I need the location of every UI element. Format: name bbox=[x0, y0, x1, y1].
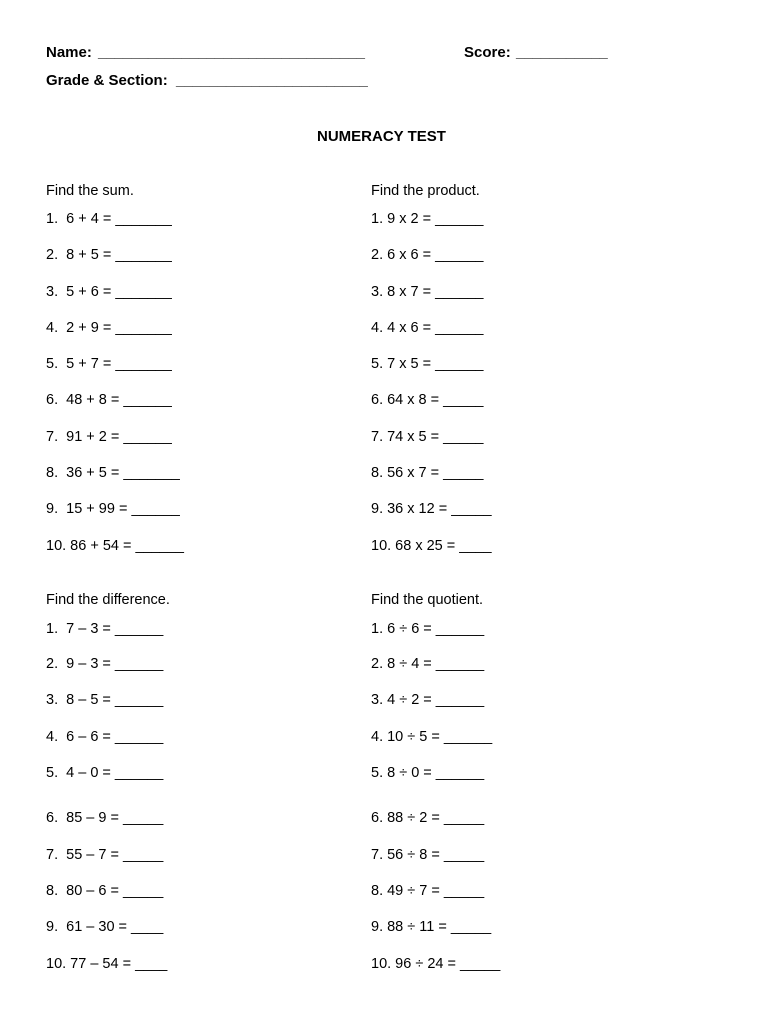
product-item-3[interactable]: 3. 8 x 7 = ______ bbox=[371, 284, 484, 300]
quotient-item-8[interactable]: 8. 49 ÷ 7 = _____ bbox=[371, 883, 485, 899]
difference-item-8[interactable]: 8. 80 – 6 = _____ bbox=[46, 883, 164, 899]
quotient-item-1[interactable]: 1. 6 ÷ 6 = ______ bbox=[371, 621, 485, 637]
product-item-8[interactable]: 8. 56 x 7 = _____ bbox=[371, 465, 484, 481]
product-item-2[interactable]: 2. 6 x 6 = ______ bbox=[371, 247, 484, 263]
score-label: Score: bbox=[464, 44, 511, 61]
sum-item-4[interactable]: 4. 2 + 9 = _______ bbox=[46, 320, 172, 336]
grade-section-field[interactable]: _______________________ bbox=[176, 72, 368, 89]
difference-item-5[interactable]: 5. 4 – 0 = ______ bbox=[46, 765, 164, 781]
quotient-item-4[interactable]: 4. 10 ÷ 5 = ______ bbox=[371, 729, 493, 745]
name-label: Name: bbox=[46, 44, 92, 61]
sum-item-6[interactable]: 6. 48 + 8 = ______ bbox=[46, 392, 172, 408]
product-item-1[interactable]: 1. 9 x 2 = ______ bbox=[371, 211, 484, 227]
sum-item-8[interactable]: 8. 36 + 5 = _______ bbox=[46, 465, 180, 481]
sum-item-3[interactable]: 3. 5 + 6 = _______ bbox=[46, 284, 172, 300]
quotient-heading: Find the quotient. bbox=[371, 592, 484, 608]
page-title: NUMERACY TEST bbox=[317, 128, 446, 145]
difference-item-1[interactable]: 1. 7 – 3 = ______ bbox=[46, 621, 164, 637]
name-field[interactable]: ________________________________ bbox=[98, 44, 365, 61]
difference-item-6[interactable]: 6. 85 – 9 = _____ bbox=[46, 810, 164, 826]
quotient-item-7[interactable]: 7. 56 ÷ 8 = _____ bbox=[371, 847, 485, 863]
difference-item-9[interactable]: 9. 61 – 30 = ____ bbox=[46, 919, 164, 935]
difference-heading: Find the difference. bbox=[46, 592, 170, 608]
difference-item-3[interactable]: 3. 8 – 5 = ______ bbox=[46, 692, 164, 708]
product-item-10[interactable]: 10. 68 x 25 = ____ bbox=[371, 538, 492, 554]
difference-item-10[interactable]: 10. 77 – 54 = ____ bbox=[46, 956, 168, 972]
product-item-4[interactable]: 4. 4 x 6 = ______ bbox=[371, 320, 484, 336]
sum-item-9[interactable]: 9. 15 + 99 = ______ bbox=[46, 501, 180, 517]
difference-item-7[interactable]: 7. 55 – 7 = _____ bbox=[46, 847, 164, 863]
difference-item-2[interactable]: 2. 9 – 3 = ______ bbox=[46, 656, 164, 672]
sum-item-5[interactable]: 5. 5 + 7 = _______ bbox=[46, 356, 172, 372]
quotient-item-9[interactable]: 9. 88 ÷ 11 = _____ bbox=[371, 919, 492, 935]
quotient-item-10[interactable]: 10. 96 ÷ 24 = _____ bbox=[371, 956, 501, 972]
product-item-6[interactable]: 6. 64 x 8 = _____ bbox=[371, 392, 484, 408]
sum-heading: Find the sum. bbox=[46, 183, 134, 199]
difference-item-4[interactable]: 4. 6 – 6 = ______ bbox=[46, 729, 164, 745]
sum-item-7[interactable]: 7. 91 + 2 = ______ bbox=[46, 429, 172, 445]
score-field[interactable]: ___________ bbox=[516, 44, 608, 61]
sum-item-1[interactable]: 1. 6 + 4 = _______ bbox=[46, 211, 172, 227]
sum-item-2[interactable]: 2. 8 + 5 = _______ bbox=[46, 247, 172, 263]
sum-item-10[interactable]: 10. 86 + 54 = ______ bbox=[46, 538, 184, 554]
product-item-5[interactable]: 5. 7 x 5 = ______ bbox=[371, 356, 484, 372]
quotient-item-5[interactable]: 5. 8 ÷ 0 = ______ bbox=[371, 765, 485, 781]
product-heading: Find the product. bbox=[371, 183, 480, 199]
quotient-item-3[interactable]: 3. 4 ÷ 2 = ______ bbox=[371, 692, 485, 708]
grade-section-label: Grade & Section: bbox=[46, 72, 168, 89]
product-item-9[interactable]: 9. 36 x 12 = _____ bbox=[371, 501, 492, 517]
quotient-item-2[interactable]: 2. 8 ÷ 4 = ______ bbox=[371, 656, 485, 672]
product-item-7[interactable]: 7. 74 x 5 = _____ bbox=[371, 429, 484, 445]
quotient-item-6[interactable]: 6. 88 ÷ 2 = _____ bbox=[371, 810, 485, 826]
